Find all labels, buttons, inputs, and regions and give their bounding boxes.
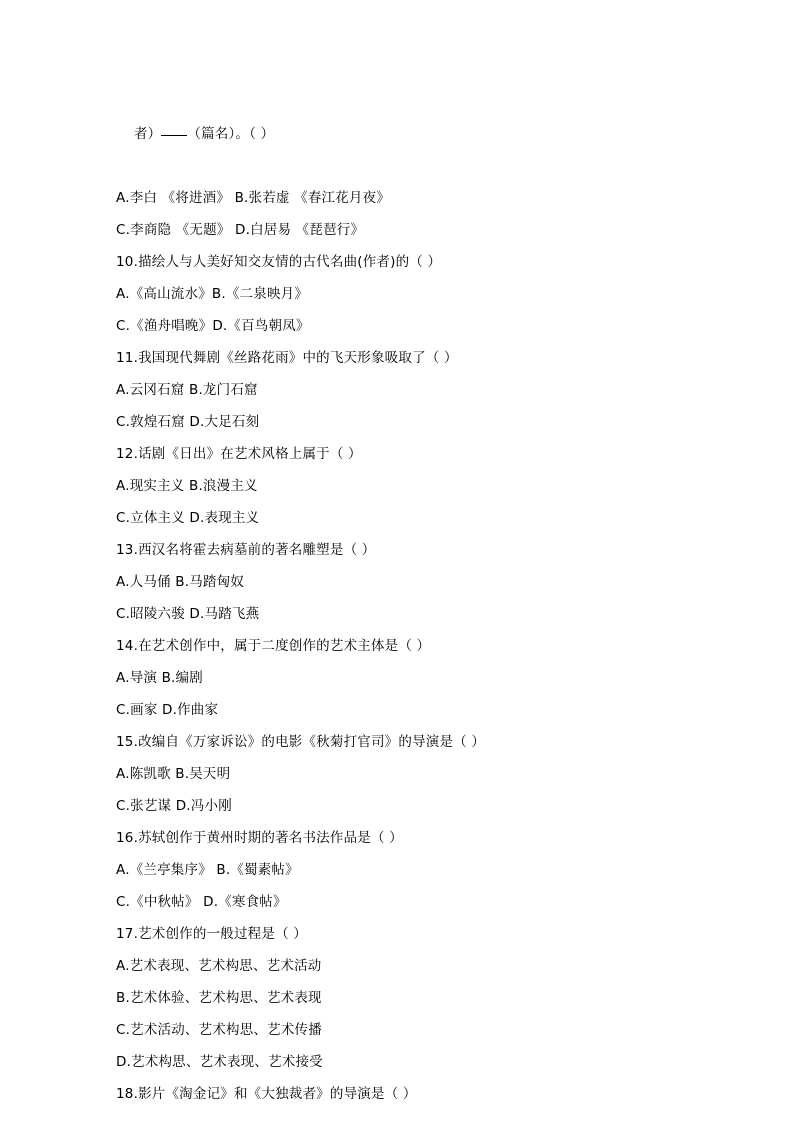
option-line: A.人马俑 B.马踏匈奴 — [116, 574, 245, 590]
option-line: C.画家 D.作曲家 — [116, 702, 219, 718]
option-line: C.李商隐 《无题》 D.白居易 《琵琶行》 — [116, 222, 365, 238]
line-text-suffix: （篇名）。（ ） — [187, 126, 275, 142]
question-line: 15.改编自《万家诉讼》的电影《秋菊打官司》的导演是（ ） — [116, 734, 486, 750]
question-continuation-line — [116, 86, 684, 182]
option-line: C.《渔舟唱晚》D.《百鸟朝凤》 — [116, 318, 310, 334]
option-line: C.立体主义 D.表现主义 — [116, 510, 260, 526]
option-line: C.昭陵六骏 D.马踏飞燕 — [116, 606, 260, 622]
question-line: 10.描绘人与人美好知交友情的古代名曲(作者)的（ ） — [116, 254, 442, 270]
option-line: D.艺术构思、艺术表现、艺术接受 — [116, 1054, 323, 1070]
question-line: 11.我国现代舞剧《丝路花雨》中的飞天形象吸取了（ ） — [116, 350, 458, 366]
question-line: 17.艺术创作的一般过程是（ ） — [116, 926, 307, 942]
option-line: C.张艺谋 D.冯小刚 — [116, 798, 232, 814]
option-line: B.艺术体验、艺术构思、艺术表现 — [116, 990, 322, 1006]
option-line: A.现实主义 B.浪漫主义 — [116, 478, 258, 494]
question-line: 18.影片《淘金记》和《大独裁者》的导演是（ ） — [116, 1086, 417, 1102]
question-line: 13.西汉名将霍去病墓前的著名雕塑是（ ） — [116, 542, 376, 558]
option-line: A.艺术表现、艺术构思、艺术活动 — [116, 958, 322, 974]
question-line: 16.苏轼创作于黄州时期的著名书法作品是（ ） — [116, 830, 403, 846]
option-line: C.敦煌石窟 D.大足石刻 — [116, 414, 260, 430]
option-line: A.《高山流水》B.《二泉映月》 — [116, 286, 309, 302]
option-line: A.《兰亭集序》 B.《蜀素帖》 — [116, 862, 299, 878]
option-line: C.艺术活动、艺术构思、艺术传播 — [116, 1022, 322, 1038]
line-text-prefix: 者） — [133, 126, 162, 142]
option-line: C.《中秋帖》 D.《寒食帖》 — [116, 894, 287, 910]
option-line: A.导演 B.编剧 — [116, 670, 203, 686]
option-line: A.李白 《将进酒》 B.张若虚 《春江花月夜》 — [116, 190, 391, 206]
option-line: A.云冈石窟 B.龙门石窟 — [116, 382, 258, 398]
question-line: 12.话剧《日出》在艺术风格上属于（ ） — [116, 446, 362, 462]
question-line: 14.在艺术创作中，属于二度创作的艺术主体是（ ） — [116, 638, 431, 654]
option-line: A.陈凯歌 B.吴天明 — [116, 766, 231, 782]
fill-in-blank — [161, 134, 187, 136]
